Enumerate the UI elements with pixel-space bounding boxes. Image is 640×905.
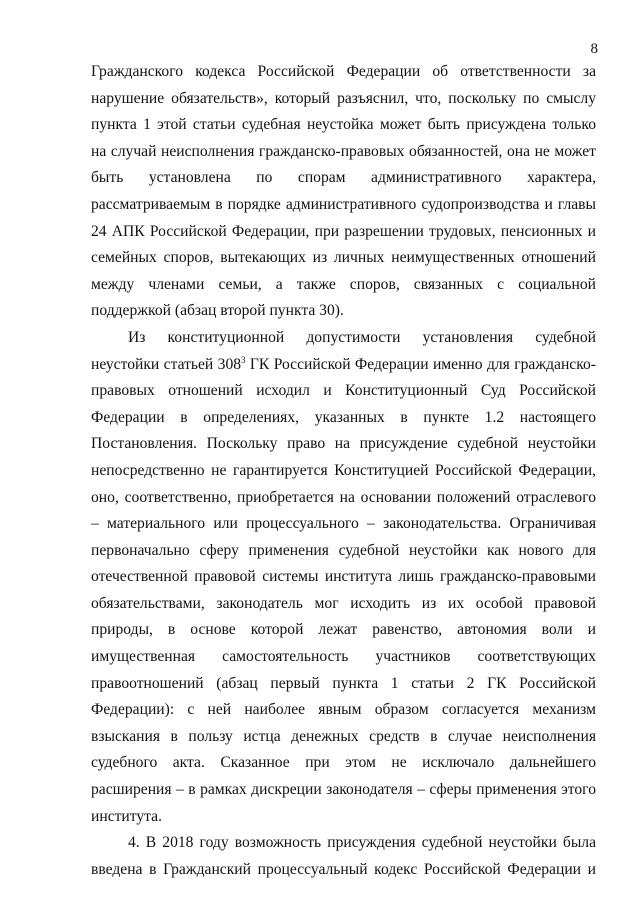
text-line: института. [91,807,163,825]
text-line: Гражданского кодекса Российской Федерации об ответственности за [91,63,596,80]
text-line: правовых отношений исходил и Конституционный Суд Российской [91,382,596,400]
text-line: между членами семьи, а также споров, связанных с социальной [91,275,596,293]
text-line: Из конституционной допустимости установления судебной [128,328,596,346]
text-line: Постановления. Поскольку право на присуждение судебной неустойки [91,435,596,453]
text-line: Федерации в определениях, указанных в пункте 1.2 настоящего [91,408,596,426]
text-line: 4. В 2018 году возможность присуждения судебной неустойки была [128,834,596,852]
text-line: рассматриваемым в порядке административного судопроизводства и главы [91,195,596,213]
text-line: нарушение обязательств», который разъяснил, что, поскольку по смыслу [91,89,596,107]
text-line: первоначально сферу применения судебной неустойки как нового для [91,541,596,559]
text-line: Федерации): с ней наиболее явным образом согласуется механизм [91,701,596,719]
text-line: обязательствами, законодатель мог исходить из их особой правовой [91,594,596,612]
text-line: правоотношений (абзац первый пункта 1 статьи 2 ГК Российской [91,674,596,692]
text-line: пункта 1 этой статьи судебная неустойка может быть присуждена только [91,116,596,134]
text-line: отечественной правовой системы института лишь гражданско-правовыми [91,568,596,586]
text-fragment: ГК Российской Федерации именно для гражданско- [245,355,596,373]
text-line: расширения – в рамках дискреции законодателя – сферы применения этого [91,781,596,799]
text-line: имущественная самостоятельность участников соответствующих [91,648,596,666]
text-line [91,352,596,379]
text-line: 24 АПК Российской Федерации, при разрешении трудовых, пенсионных и [91,222,596,240]
text-line: на случай неисполнения гражданско-правовых обязанностей, она не может [91,142,596,160]
text-line: взыскания в пользу истца денежных средств в случае неисполнения [91,727,596,745]
text-line: быть установлена по спорам административного характера, [91,169,596,187]
text-line: – материального или процессуального – законодательства. Ограничивая [91,515,596,533]
page-number: 8 [590,41,598,57]
text-line: судебного акта. Сказанное при этом не исключало дальнейшего [91,754,596,772]
text-line: поддержкой (абзац второй пункта 30). [91,302,344,320]
text-line: природы, в основе которой лежат равенство, автономия воли и [91,621,596,639]
text-fragment: неустойки статьей 308 [91,355,242,373]
text-line: семейных споров, вытекающих из личных неимущественных отношений [91,249,596,267]
text-line: оно, соответственно, приобретается на основании положений отраслевого [91,488,596,506]
text-line: введена в Гражданский процессуальный кодекс Российской Федерации и [91,860,596,878]
body-text [91,59,596,883]
text-line: непосредственно не гарантируется Конституцией Российской Федерации, [91,461,596,479]
superscript: 3 [241,354,246,365]
